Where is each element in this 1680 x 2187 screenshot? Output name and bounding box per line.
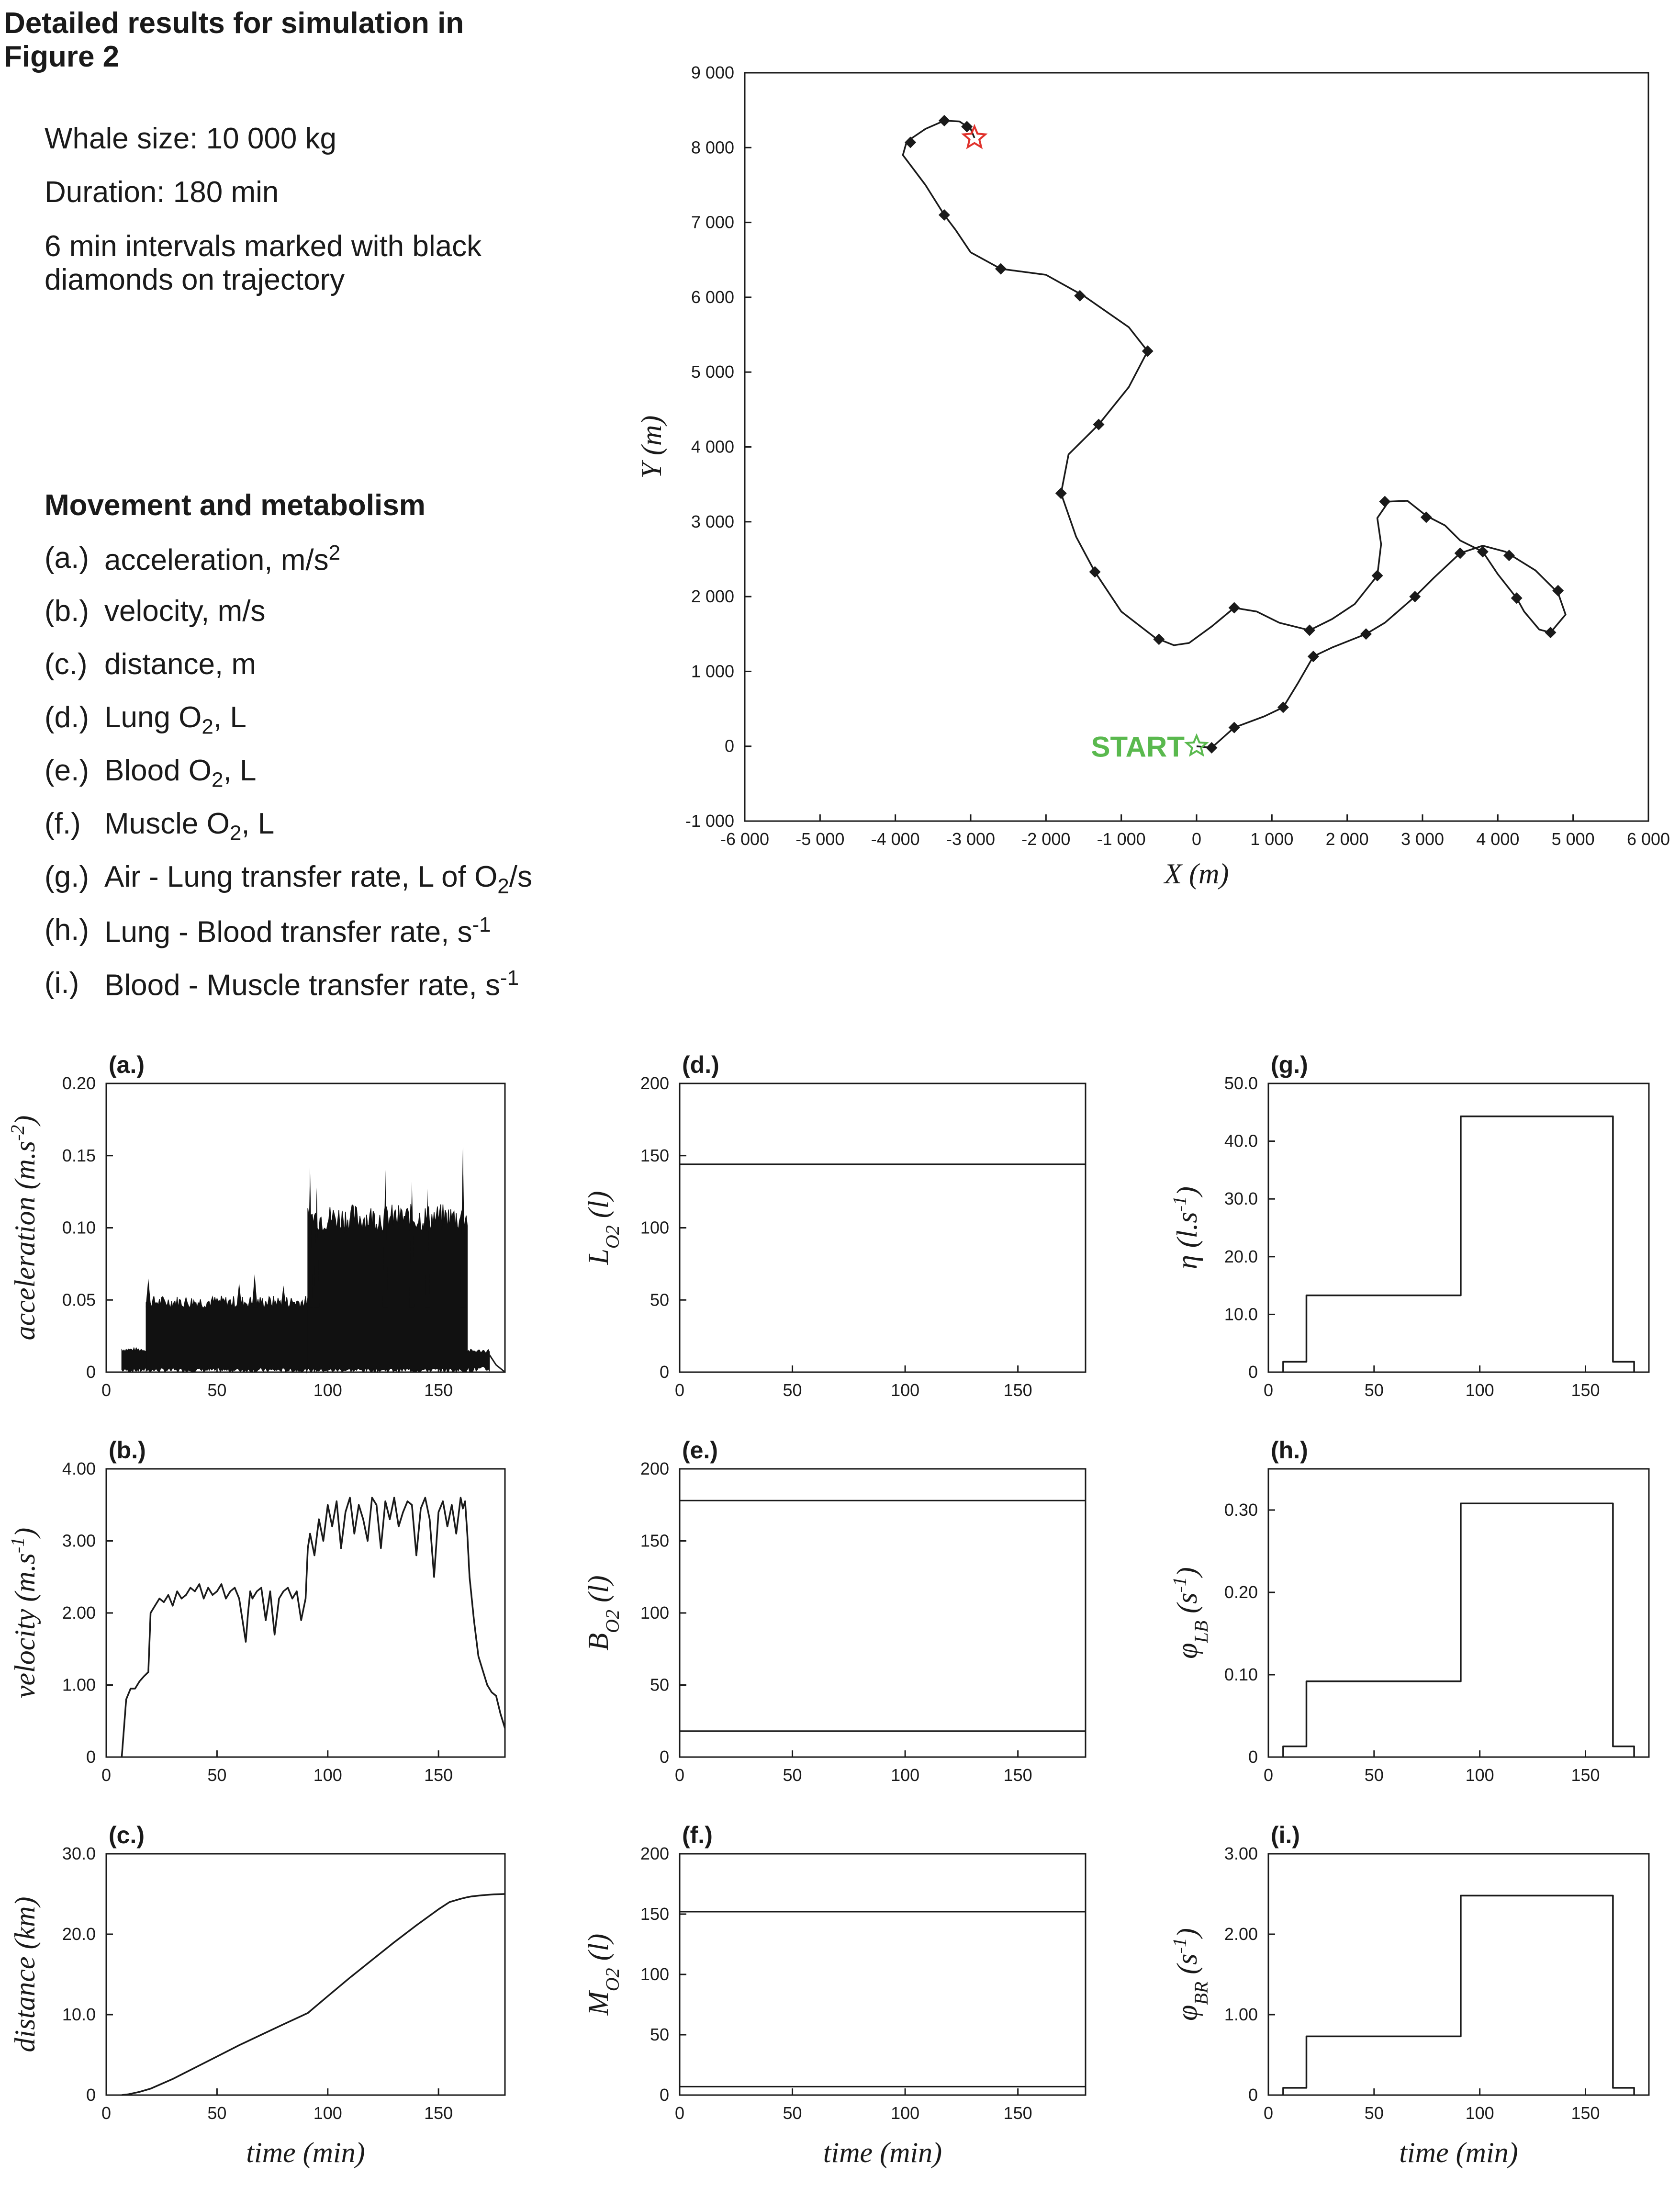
y-tick-label: 0 <box>1248 1747 1258 1767</box>
y-axis-label: $\varphi_{BR}$ $(s^{-1})$ <box>1168 1928 1212 2021</box>
y-tick-label: 20.0 <box>62 1924 96 1944</box>
y-axis-label: Y (m) <box>636 415 667 479</box>
acceleration-peak <box>146 1278 151 1307</box>
x-tick-label: 100 <box>891 2103 920 2123</box>
interval-marker <box>1089 566 1101 578</box>
y-tick-label: 7 000 <box>691 212 734 232</box>
interval-marker <box>1304 624 1315 636</box>
data-line <box>1283 1116 1634 1372</box>
y-tick-label: 4.00 <box>62 1459 96 1478</box>
plot-frame <box>680 1469 1086 1757</box>
interval-marker <box>939 115 950 126</box>
x-tick-label: 50 <box>1364 1765 1384 1785</box>
whale-size-text: Whale size: 10 000 kg <box>45 122 337 155</box>
y-tick-label: 0 <box>1248 1362 1258 1382</box>
chart-e <box>582 1437 1086 1785</box>
y-tick-label: 2.00 <box>62 1603 96 1623</box>
acceleration-band <box>122 1348 146 1372</box>
y-tick-label: 150 <box>640 1531 669 1551</box>
panel-label: (i.) <box>1271 1822 1300 1849</box>
x-tick-label: 150 <box>424 2103 453 2123</box>
y-tick-label: 100 <box>640 1603 669 1623</box>
y-tick-label: 0.15 <box>62 1145 96 1165</box>
panel-label: (c.) <box>109 1822 145 1849</box>
interval-marker <box>1379 496 1390 507</box>
y-tick-label: 50 <box>650 1290 669 1310</box>
y-axis-label: distance (km) <box>9 1896 41 2052</box>
x-tick-label: 0 <box>674 1380 685 1400</box>
interval-marker <box>1277 701 1289 713</box>
y-axis-label: $L_{O2}$ (l) <box>582 1191 623 1265</box>
x-tick-label: 100 <box>1465 1380 1494 1400</box>
x-tick-label: 50 <box>1364 2103 1384 2123</box>
section-title: Movement and metabolism <box>45 489 426 522</box>
chart-i <box>1169 1822 1649 2168</box>
panel-label: (g.) <box>1271 1051 1308 1078</box>
y-tick-label: 0 <box>659 1747 669 1767</box>
data-line <box>1283 1895 1634 2095</box>
x-tick-label: 50 <box>1364 1380 1384 1400</box>
interval-marker <box>995 263 1007 275</box>
interval-marker <box>1308 651 1319 662</box>
plot-frame <box>1268 1083 1649 1372</box>
y-tick-label: 10.0 <box>62 2005 96 2024</box>
x-tick-label: -4 000 <box>871 829 920 849</box>
legend-key: (e.) <box>45 754 89 787</box>
interval-marker <box>905 136 916 148</box>
y-tick-label: 20.0 <box>1224 1246 1258 1266</box>
x-tick-label: 0 <box>1263 1380 1274 1400</box>
x-tick-label: -3 000 <box>946 829 996 849</box>
plot-frame <box>1268 1854 1649 2095</box>
x-tick-label: 150 <box>1003 2103 1032 2123</box>
interval-marker <box>1552 585 1564 597</box>
y-tick-label: 0 <box>86 2085 96 2105</box>
x-tick-label: 150 <box>1003 1765 1032 1785</box>
y-tick-label: 150 <box>640 1145 669 1165</box>
plot-frame <box>680 1854 1086 2095</box>
legend-label: velocity, m/s <box>104 595 266 628</box>
y-tick-label: 9 000 <box>691 63 734 82</box>
x-tick-label: 150 <box>1003 1380 1032 1400</box>
x-tick-label: 1 000 <box>1250 829 1294 849</box>
legend-key: (c.) <box>45 648 88 681</box>
data-line <box>122 1498 505 1757</box>
x-tick-label: -6 000 <box>720 829 770 849</box>
y-tick-label: 50 <box>650 2025 669 2044</box>
y-axis-label: η $(l.s^{-1})$ <box>1168 1186 1203 1270</box>
acceleration-band <box>146 1296 308 1372</box>
y-axis-label: $\varphi_{LB}$ $(s^{-1})$ <box>1168 1567 1212 1659</box>
duration-text: Duration: 180 min <box>45 176 279 209</box>
title-line-2: Figure 2 <box>4 40 120 73</box>
x-axis-label: time (min) <box>823 2137 942 2168</box>
legend-label: Blood - Muscle transfer rate, $s^{-1}$ <box>104 966 519 1002</box>
legend-key: (a.) <box>45 541 89 575</box>
legend-key: (g.) <box>45 860 89 893</box>
legend-label: Blood $O_2$, L <box>104 754 257 792</box>
y-tick-label: 3 000 <box>691 511 734 531</box>
trajectory-line <box>903 121 1565 748</box>
x-tick-label: 6 000 <box>1626 829 1670 849</box>
x-axis-label: time (min) <box>246 2137 365 2168</box>
plot-frame <box>1268 1469 1649 1757</box>
acceleration-band <box>467 1349 489 1372</box>
x-tick-label: 100 <box>1465 2103 1494 2123</box>
y-tick-label: 0.30 <box>1224 1500 1258 1520</box>
x-tick-label: 150 <box>1571 1765 1600 1785</box>
legend-key: (i.) <box>45 967 79 1000</box>
y-tick-label: 5 000 <box>691 362 734 382</box>
acceleration-tail <box>490 1355 505 1372</box>
legend-label: Lung $O_2$, L <box>104 701 246 739</box>
y-tick-label: -1 000 <box>685 811 734 831</box>
chart-d <box>582 1051 1086 1400</box>
y-axis-label: velocity $(m.s^{-1})$ <box>6 1527 41 1699</box>
y-tick-label: 150 <box>640 1904 669 1924</box>
x-tick-label: 0 <box>101 1380 112 1400</box>
legend-label: acceleration, $m/s^2$ <box>104 541 341 577</box>
plot-frame <box>680 1083 1086 1372</box>
y-tick-label: 0 <box>86 1362 96 1382</box>
legend-label: distance, m <box>104 648 257 681</box>
x-tick-label: 50 <box>207 1380 227 1400</box>
acceleration-peak <box>236 1283 242 1307</box>
y-axis-label: $B_{O2}$ (l) <box>582 1575 623 1651</box>
y-axis-label: acceleration $(m.s^{-2})$ <box>6 1115 41 1341</box>
interval-marker <box>1055 487 1067 499</box>
intervals-line-2: diamonds on trajectory <box>45 263 345 296</box>
y-tick-label: 0.20 <box>1224 1582 1258 1602</box>
y-axis-label: $M_{O2}$ (l) <box>582 1933 623 2016</box>
legend-label: Air - Lung transfer rate, L of $O_2/s$ <box>104 860 533 898</box>
title-line-1: Detailed results for simulation in <box>4 7 464 40</box>
x-tick-label: 100 <box>1465 1765 1494 1785</box>
y-tick-label: 10.0 <box>1224 1304 1258 1324</box>
legend-label: Lung - Blood transfer rate, $s^{-1}$ <box>104 913 491 949</box>
chart-g <box>1169 1051 1649 1400</box>
acceleration-peak <box>252 1274 258 1307</box>
y-tick-label: 0 <box>659 2085 669 2105</box>
y-tick-label: 0 <box>659 1362 669 1382</box>
x-axis-label: time (min) <box>1399 2137 1518 2168</box>
chart-h <box>1169 1437 1649 1785</box>
y-tick-label: 40.0 <box>1224 1131 1258 1151</box>
chart-a <box>7 1051 505 1400</box>
x-tick-label: 150 <box>424 1380 453 1400</box>
x-tick-label: 100 <box>891 1765 920 1785</box>
x-tick-label: 50 <box>783 1380 802 1400</box>
intervals-line-1: 6 min intervals marked with black <box>45 230 482 263</box>
x-axis-label: X (m) <box>1164 858 1229 890</box>
y-tick-label: 50 <box>650 1675 669 1695</box>
legend-key: (d.) <box>45 701 89 734</box>
y-tick-label: 1.00 <box>1224 2005 1258 2024</box>
x-tick-label: 0 <box>674 2103 685 2123</box>
y-tick-label: 3.00 <box>1224 1844 1258 1863</box>
x-tick-label: 0 <box>1263 1765 1274 1785</box>
interval-marker <box>1360 628 1372 640</box>
y-tick-label: 0 <box>86 1747 96 1767</box>
panel-label: (d.) <box>682 1051 719 1078</box>
y-tick-label: 0 <box>724 736 734 756</box>
y-tick-label: 3.00 <box>62 1531 96 1551</box>
x-tick-label: 5 000 <box>1551 829 1595 849</box>
y-tick-label: 0 <box>1248 2085 1258 2105</box>
chart-f <box>582 1822 1086 2168</box>
x-tick-label: 2 000 <box>1325 829 1369 849</box>
x-tick-label: -1 000 <box>1097 829 1146 849</box>
plot-frame <box>106 1854 505 2095</box>
y-tick-label: 100 <box>640 1218 669 1238</box>
x-tick-label: 100 <box>313 1765 342 1785</box>
y-tick-label: 0.10 <box>1224 1665 1258 1684</box>
y-tick-label: 1.00 <box>62 1675 96 1695</box>
x-tick-label: 50 <box>783 1765 802 1785</box>
y-tick-label: 1 000 <box>691 661 734 681</box>
y-tick-label: 30.0 <box>1224 1189 1258 1209</box>
x-tick-label: 3 000 <box>1400 829 1445 849</box>
start-star-icon <box>1187 736 1207 755</box>
data-line <box>1283 1503 1634 1757</box>
panel-label: (e.) <box>682 1437 718 1464</box>
y-tick-label: 0.20 <box>62 1073 96 1093</box>
y-tick-label: 200 <box>640 1459 669 1478</box>
legend-key: (h.) <box>45 913 89 947</box>
x-tick-label: -2 000 <box>1021 829 1071 849</box>
y-tick-label: 2 000 <box>691 586 734 607</box>
plot-frame <box>745 73 1648 821</box>
chart-trajectory <box>636 63 1670 890</box>
y-tick-label: 50.0 <box>1224 1073 1258 1093</box>
x-tick-label: 0 <box>101 1765 112 1785</box>
x-tick-label: 50 <box>207 2103 227 2123</box>
panel-label: (a.) <box>109 1051 145 1078</box>
data-line <box>122 1894 505 2095</box>
panel-label: (h.) <box>1271 1437 1308 1464</box>
legend-label: Muscle $O_2$, L <box>104 807 275 845</box>
x-tick-label: 100 <box>313 2103 342 2123</box>
x-tick-label: 150 <box>424 1765 453 1785</box>
y-tick-label: 6 000 <box>691 287 734 307</box>
x-tick-label: 50 <box>207 1765 227 1785</box>
x-tick-label: 150 <box>1571 2103 1600 2123</box>
y-tick-label: 8 000 <box>691 137 734 158</box>
x-tick-label: 0 <box>1191 829 1202 849</box>
y-tick-label: 200 <box>640 1844 669 1863</box>
chart-b <box>7 1437 505 1785</box>
x-tick-label: 0 <box>674 1765 685 1785</box>
x-tick-label: 0 <box>101 2103 112 2123</box>
x-tick-label: 4 000 <box>1476 829 1520 849</box>
y-tick-label: 0.05 <box>62 1290 96 1310</box>
x-tick-label: 50 <box>783 2103 802 2123</box>
x-tick-label: 100 <box>313 1380 342 1400</box>
x-tick-label: 0 <box>1263 2103 1274 2123</box>
x-tick-label: 150 <box>1571 1380 1600 1400</box>
interval-marker <box>1153 633 1165 645</box>
panel-label: (b.) <box>109 1437 146 1464</box>
legend-key: (f.) <box>45 807 81 840</box>
y-tick-label: 200 <box>640 1073 669 1093</box>
y-tick-label: 0.10 <box>62 1218 96 1238</box>
y-tick-label: 2.00 <box>1224 1924 1258 1944</box>
x-tick-label: 100 <box>891 1380 920 1400</box>
chart-c <box>9 1822 505 2168</box>
panel-label: (f.) <box>682 1822 713 1849</box>
start-label: START <box>1091 731 1185 763</box>
y-tick-label: 30.0 <box>62 1844 96 1863</box>
y-tick-label: 100 <box>640 1964 669 1984</box>
x-tick-label: -5 000 <box>795 829 845 849</box>
y-tick-label: 4 000 <box>691 437 734 457</box>
legend-key: (b.) <box>45 595 89 628</box>
acceleration-peak <box>281 1285 286 1307</box>
